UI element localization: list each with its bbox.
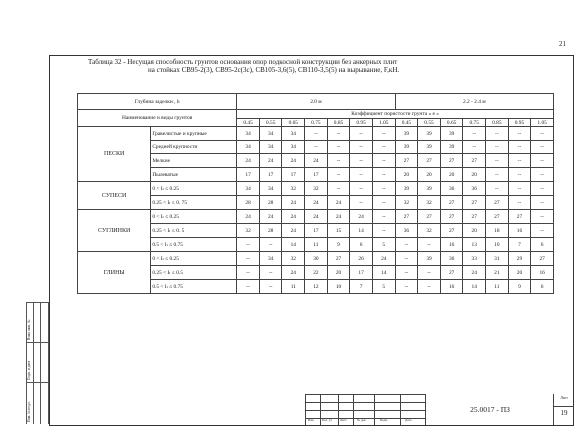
value-cell: 24 — [350, 210, 373, 224]
soil-subtype: 0.25 < Iₗ ≤ 0. 5 — [151, 224, 237, 238]
depth-label: Глубина заделки , h — [78, 94, 237, 110]
value-cell: 21 — [486, 266, 509, 280]
value-cell: 17 — [305, 224, 328, 238]
soil-subtype: 0.25 < Iₗ ≤ 0.5 — [151, 266, 237, 280]
tb-label-5: Дата — [405, 418, 412, 422]
value-cell: 31 — [486, 252, 509, 266]
value-cell: -- — [486, 182, 509, 196]
value-cell: 14 — [282, 238, 305, 252]
value-cell: -- — [372, 141, 395, 154]
value-cell: 34 — [237, 127, 260, 141]
value-cell: 26 — [350, 252, 373, 266]
value-cell: 29 — [508, 252, 531, 266]
tb-label-1: Кол. уч — [322, 418, 332, 422]
value-cell: 20 — [418, 168, 441, 182]
value-cell: 6 — [531, 280, 554, 294]
coef-label-row — [78, 110, 554, 119]
value-cell: -- — [237, 238, 260, 252]
soil-subtype: Мелкие — [151, 154, 237, 168]
value-cell: 39 — [395, 182, 418, 196]
value-cell: 32 — [282, 252, 305, 266]
value-cell: 17 — [237, 168, 260, 182]
page-number: 21 — [559, 40, 566, 48]
value-cell: 27 — [440, 154, 463, 168]
frame-left — [49, 55, 50, 426]
value-cell: -- — [531, 196, 554, 210]
value-cell: 39 — [418, 141, 441, 154]
value-cell: -- — [237, 266, 260, 280]
coef-cell: 0.65 — [282, 119, 305, 127]
bearing-capacity-table — [77, 93, 554, 294]
value-cell: 20 — [327, 266, 350, 280]
sheet-label: Лист — [560, 396, 568, 400]
value-cell: 13 — [463, 238, 486, 252]
coef-cell: 0.95 — [350, 119, 373, 127]
value-cell: 34 — [259, 127, 282, 141]
value-cell: 36 — [395, 224, 418, 238]
value-cell: 32 — [418, 196, 441, 210]
value-cell: -- — [372, 168, 395, 182]
depth-2-0: 2.0 м — [237, 94, 395, 110]
coef-cell: 1.05 — [372, 119, 395, 127]
soil-subtype: 0.5 < Iₗ ≤ 0.75 — [151, 280, 237, 294]
soil-subtype: 0.5 < Iₗ ≤ 0.75 — [151, 238, 237, 252]
value-cell: 24 — [237, 154, 260, 168]
value-cell: 24 — [282, 196, 305, 210]
coef-cell: 0.45 — [395, 119, 418, 127]
value-cell: -- — [395, 280, 418, 294]
table-title-line-1: Таблица 32 - Несущая способность грунтов основания опор подкосной конструкции без анкерных плит — [88, 58, 398, 66]
frame-top — [49, 55, 573, 56]
value-cell: 24 — [327, 210, 350, 224]
value-cell: 24 — [259, 210, 282, 224]
value-cell: -- — [350, 154, 373, 168]
sheet-number: 19 — [554, 406, 574, 417]
value-cell: -- — [305, 141, 328, 154]
value-cell: -- — [531, 210, 554, 224]
value-cell: 27 — [440, 224, 463, 238]
value-cell: -- — [372, 127, 395, 141]
value-cell: 24 — [282, 154, 305, 168]
value-cell: -- — [508, 154, 531, 168]
value-cell: 27 — [440, 196, 463, 210]
value-cell: -- — [237, 280, 260, 294]
soil-group-name: СУГЛИНКИ — [78, 210, 151, 252]
value-cell: -- — [463, 141, 486, 154]
value-cell: 16 — [508, 224, 531, 238]
value-cell: -- — [508, 168, 531, 182]
sheet-cell — [553, 394, 574, 425]
value-cell: -- — [418, 280, 441, 294]
value-cell: -- — [418, 266, 441, 280]
value-cell: -- — [372, 154, 395, 168]
value-cell: 30 — [305, 252, 328, 266]
value-cell: 27 — [418, 210, 441, 224]
frame-bottom — [49, 425, 573, 426]
side-stamp-c1: Взам. инв. № — [27, 319, 31, 340]
soil-subtype: Средней крупности — [151, 141, 237, 154]
depth-2-2: 2.2 - 2.4 м — [395, 94, 553, 110]
value-cell: 24 — [259, 154, 282, 168]
soil-subtype: 0 < Iₗ ≤ 0.25 — [151, 252, 237, 266]
value-cell: 24 — [305, 196, 328, 210]
document-code: 25.0017 - ПЗ — [425, 394, 554, 425]
value-cell: 24 — [237, 210, 260, 224]
coef-cell: 0.45 — [237, 119, 260, 127]
frame-right — [573, 55, 574, 426]
value-cell: -- — [350, 127, 373, 141]
value-cell: 11 — [282, 280, 305, 294]
value-cell: -- — [395, 238, 418, 252]
table-title — [88, 58, 538, 74]
value-cell: 24 — [305, 210, 328, 224]
value-cell: 27 — [486, 196, 509, 210]
value-cell: 24 — [327, 196, 350, 210]
title-block — [305, 394, 573, 425]
soil-subtype: 0 < Iₗ ≤ 0.25 — [151, 210, 237, 224]
value-cell: 11 — [305, 238, 328, 252]
value-cell: -- — [372, 210, 395, 224]
soil-subtype: 0 < Iₗ ≤ 0.25 — [151, 182, 237, 196]
value-cell: -- — [259, 238, 282, 252]
value-cell: -- — [350, 141, 373, 154]
value-cell: 32 — [305, 182, 328, 196]
value-cell: -- — [327, 127, 350, 141]
value-cell: -- — [508, 127, 531, 141]
soil-subtype: Пылеватые — [151, 168, 237, 182]
value-cell: 16 — [531, 266, 554, 280]
value-cell: -- — [486, 141, 509, 154]
table-row — [78, 252, 554, 266]
value-cell: -- — [327, 168, 350, 182]
value-cell: -- — [486, 168, 509, 182]
value-cell: -- — [372, 224, 395, 238]
value-cell: 33 — [463, 252, 486, 266]
value-cell: 6 — [350, 238, 373, 252]
value-cell: 12 — [305, 280, 328, 294]
value-cell: -- — [418, 238, 441, 252]
value-cell: -- — [395, 266, 418, 280]
value-cell: 27 — [486, 210, 509, 224]
value-cell: 5 — [372, 238, 395, 252]
value-cell: -- — [531, 182, 554, 196]
value-cell: 34 — [237, 141, 260, 154]
value-cell: -- — [508, 182, 531, 196]
coef-cell: 0.85 — [327, 119, 350, 127]
value-cell: 14 — [350, 224, 373, 238]
value-cell: 22 — [305, 266, 328, 280]
value-cell: 34 — [282, 127, 305, 141]
value-cell: 17 — [350, 266, 373, 280]
value-cell: -- — [327, 154, 350, 168]
value-cell: 24 — [372, 252, 395, 266]
coef-cell: 0.55 — [259, 119, 282, 127]
side-stamp-c3: Инв. № подл. — [27, 401, 31, 422]
value-cell: -- — [259, 280, 282, 294]
coef-cell: 0.75 — [305, 119, 328, 127]
value-cell: -- — [350, 168, 373, 182]
value-cell: -- — [463, 127, 486, 141]
tb-label-0: Изм — [308, 418, 314, 422]
value-cell: 7 — [508, 238, 531, 252]
value-cell: -- — [486, 127, 509, 141]
table-row — [78, 127, 554, 141]
value-cell: 27 — [463, 154, 486, 168]
value-cell: -- — [531, 127, 554, 141]
coef-cell: 1.05 — [531, 119, 554, 127]
coef-cell: 0.85 — [486, 119, 509, 127]
value-cell: -- — [531, 224, 554, 238]
value-cell: 32 — [237, 224, 260, 238]
value-cell: 14 — [463, 280, 486, 294]
value-cell: 39 — [418, 127, 441, 141]
value-cell: -- — [508, 196, 531, 210]
coef-cell: 0.55 — [418, 119, 441, 127]
value-cell: 36 — [440, 252, 463, 266]
value-cell: 24 — [282, 266, 305, 280]
value-cell: 27 — [463, 196, 486, 210]
value-cell: 20 — [508, 266, 531, 280]
soil-group-name: ГЛИНЫ — [78, 252, 151, 294]
value-cell: -- — [486, 154, 509, 168]
value-cell: 9 — [327, 238, 350, 252]
soil-group-name: СУПЕСИ — [78, 182, 151, 210]
value-cell: -- — [395, 252, 418, 266]
value-cell: -- — [327, 141, 350, 154]
value-cell: -- — [259, 266, 282, 280]
value-cell: 34 — [282, 141, 305, 154]
soil-subtype: Гравелистые и крупные — [151, 127, 237, 141]
value-cell: 32 — [395, 196, 418, 210]
value-cell: 27 — [440, 266, 463, 280]
value-cell: 34 — [259, 252, 282, 266]
value-cell: 20 — [395, 168, 418, 182]
value-cell: -- — [372, 182, 395, 196]
value-cell: 5 — [372, 280, 395, 294]
value-cell: 32 — [418, 224, 441, 238]
value-cell: -- — [305, 127, 328, 141]
table-row — [78, 182, 554, 196]
side-stamp-c2: Подп. и дата — [27, 360, 31, 380]
value-cell: 16 — [440, 238, 463, 252]
table-title-line-2: на стойках СВ95-2(3), СВ95-2с(3с), СВ105-3,6(5), СВ110-3,5(5) на вырывание, F,кН. — [148, 66, 400, 74]
value-cell: 24 — [282, 224, 305, 238]
value-cell: 10 — [327, 280, 350, 294]
value-cell: 20 — [440, 168, 463, 182]
value-cell: 39 — [395, 127, 418, 141]
tb-label-2: Лист — [340, 418, 347, 422]
value-cell: 27 — [418, 154, 441, 168]
value-cell: 34 — [259, 182, 282, 196]
depth-header-row — [78, 94, 554, 110]
value-cell: -- — [531, 168, 554, 182]
value-cell: 11 — [486, 280, 509, 294]
value-cell: 6 — [531, 238, 554, 252]
value-cell: -- — [531, 141, 554, 154]
table-row — [78, 210, 554, 224]
soil-subtype: 0.25 < Iₗ ≤ 0. 75 — [151, 196, 237, 210]
value-cell: 34 — [237, 182, 260, 196]
value-cell: -- — [350, 196, 373, 210]
value-cell: 24 — [463, 266, 486, 280]
value-cell: 17 — [282, 168, 305, 182]
tb-label-4: Подп. — [380, 418, 388, 422]
value-cell: 39 — [418, 252, 441, 266]
value-cell: 28 — [237, 196, 260, 210]
value-cell: 27 — [395, 210, 418, 224]
value-cell: 14 — [372, 266, 395, 280]
soil-name-label: Наименование и виды грунтов — [78, 110, 237, 127]
value-cell: 28 — [259, 196, 282, 210]
value-cell: 36 — [463, 182, 486, 196]
value-cell: 9 — [508, 280, 531, 294]
value-cell: 16 — [440, 280, 463, 294]
value-cell: -- — [508, 141, 531, 154]
value-cell: 27 — [395, 154, 418, 168]
value-cell: -- — [327, 182, 350, 196]
value-cell: 24 — [305, 154, 328, 168]
soil-group-name: ПЕСКИ — [78, 127, 151, 182]
value-cell: 36 — [440, 182, 463, 196]
value-cell: -- — [372, 196, 395, 210]
value-cell: 27 — [440, 210, 463, 224]
value-cell: 18 — [486, 224, 509, 238]
value-cell: -- — [531, 154, 554, 168]
value-cell: 20 — [463, 168, 486, 182]
value-cell: 39 — [440, 141, 463, 154]
value-cell: 28 — [259, 224, 282, 238]
coef-cell: 0.75 — [463, 119, 486, 127]
value-cell: 34 — [259, 141, 282, 154]
value-cell: 27 — [327, 252, 350, 266]
value-cell: -- — [237, 252, 260, 266]
value-cell: 39 — [395, 141, 418, 154]
value-cell: 27 — [508, 210, 531, 224]
value-cell: 27 — [463, 210, 486, 224]
coef-label: Коэффициент пористости грунта « е » — [237, 110, 554, 119]
value-cell: 24 — [282, 210, 305, 224]
coef-cell: 0.95 — [508, 119, 531, 127]
value-cell: 39 — [418, 182, 441, 196]
value-cell: 39 — [440, 127, 463, 141]
tb-label-3: № док — [357, 418, 366, 422]
value-cell: 10 — [486, 238, 509, 252]
value-cell: 15 — [327, 224, 350, 238]
coef-cell: 0.65 — [440, 119, 463, 127]
side-stamp — [26, 302, 48, 424]
value-cell: 17 — [305, 168, 328, 182]
value-cell: 17 — [259, 168, 282, 182]
value-cell: 27 — [531, 252, 554, 266]
value-cell: 20 — [463, 224, 486, 238]
value-cell: -- — [350, 182, 373, 196]
value-cell: 32 — [282, 182, 305, 196]
value-cell: 7 — [350, 280, 373, 294]
